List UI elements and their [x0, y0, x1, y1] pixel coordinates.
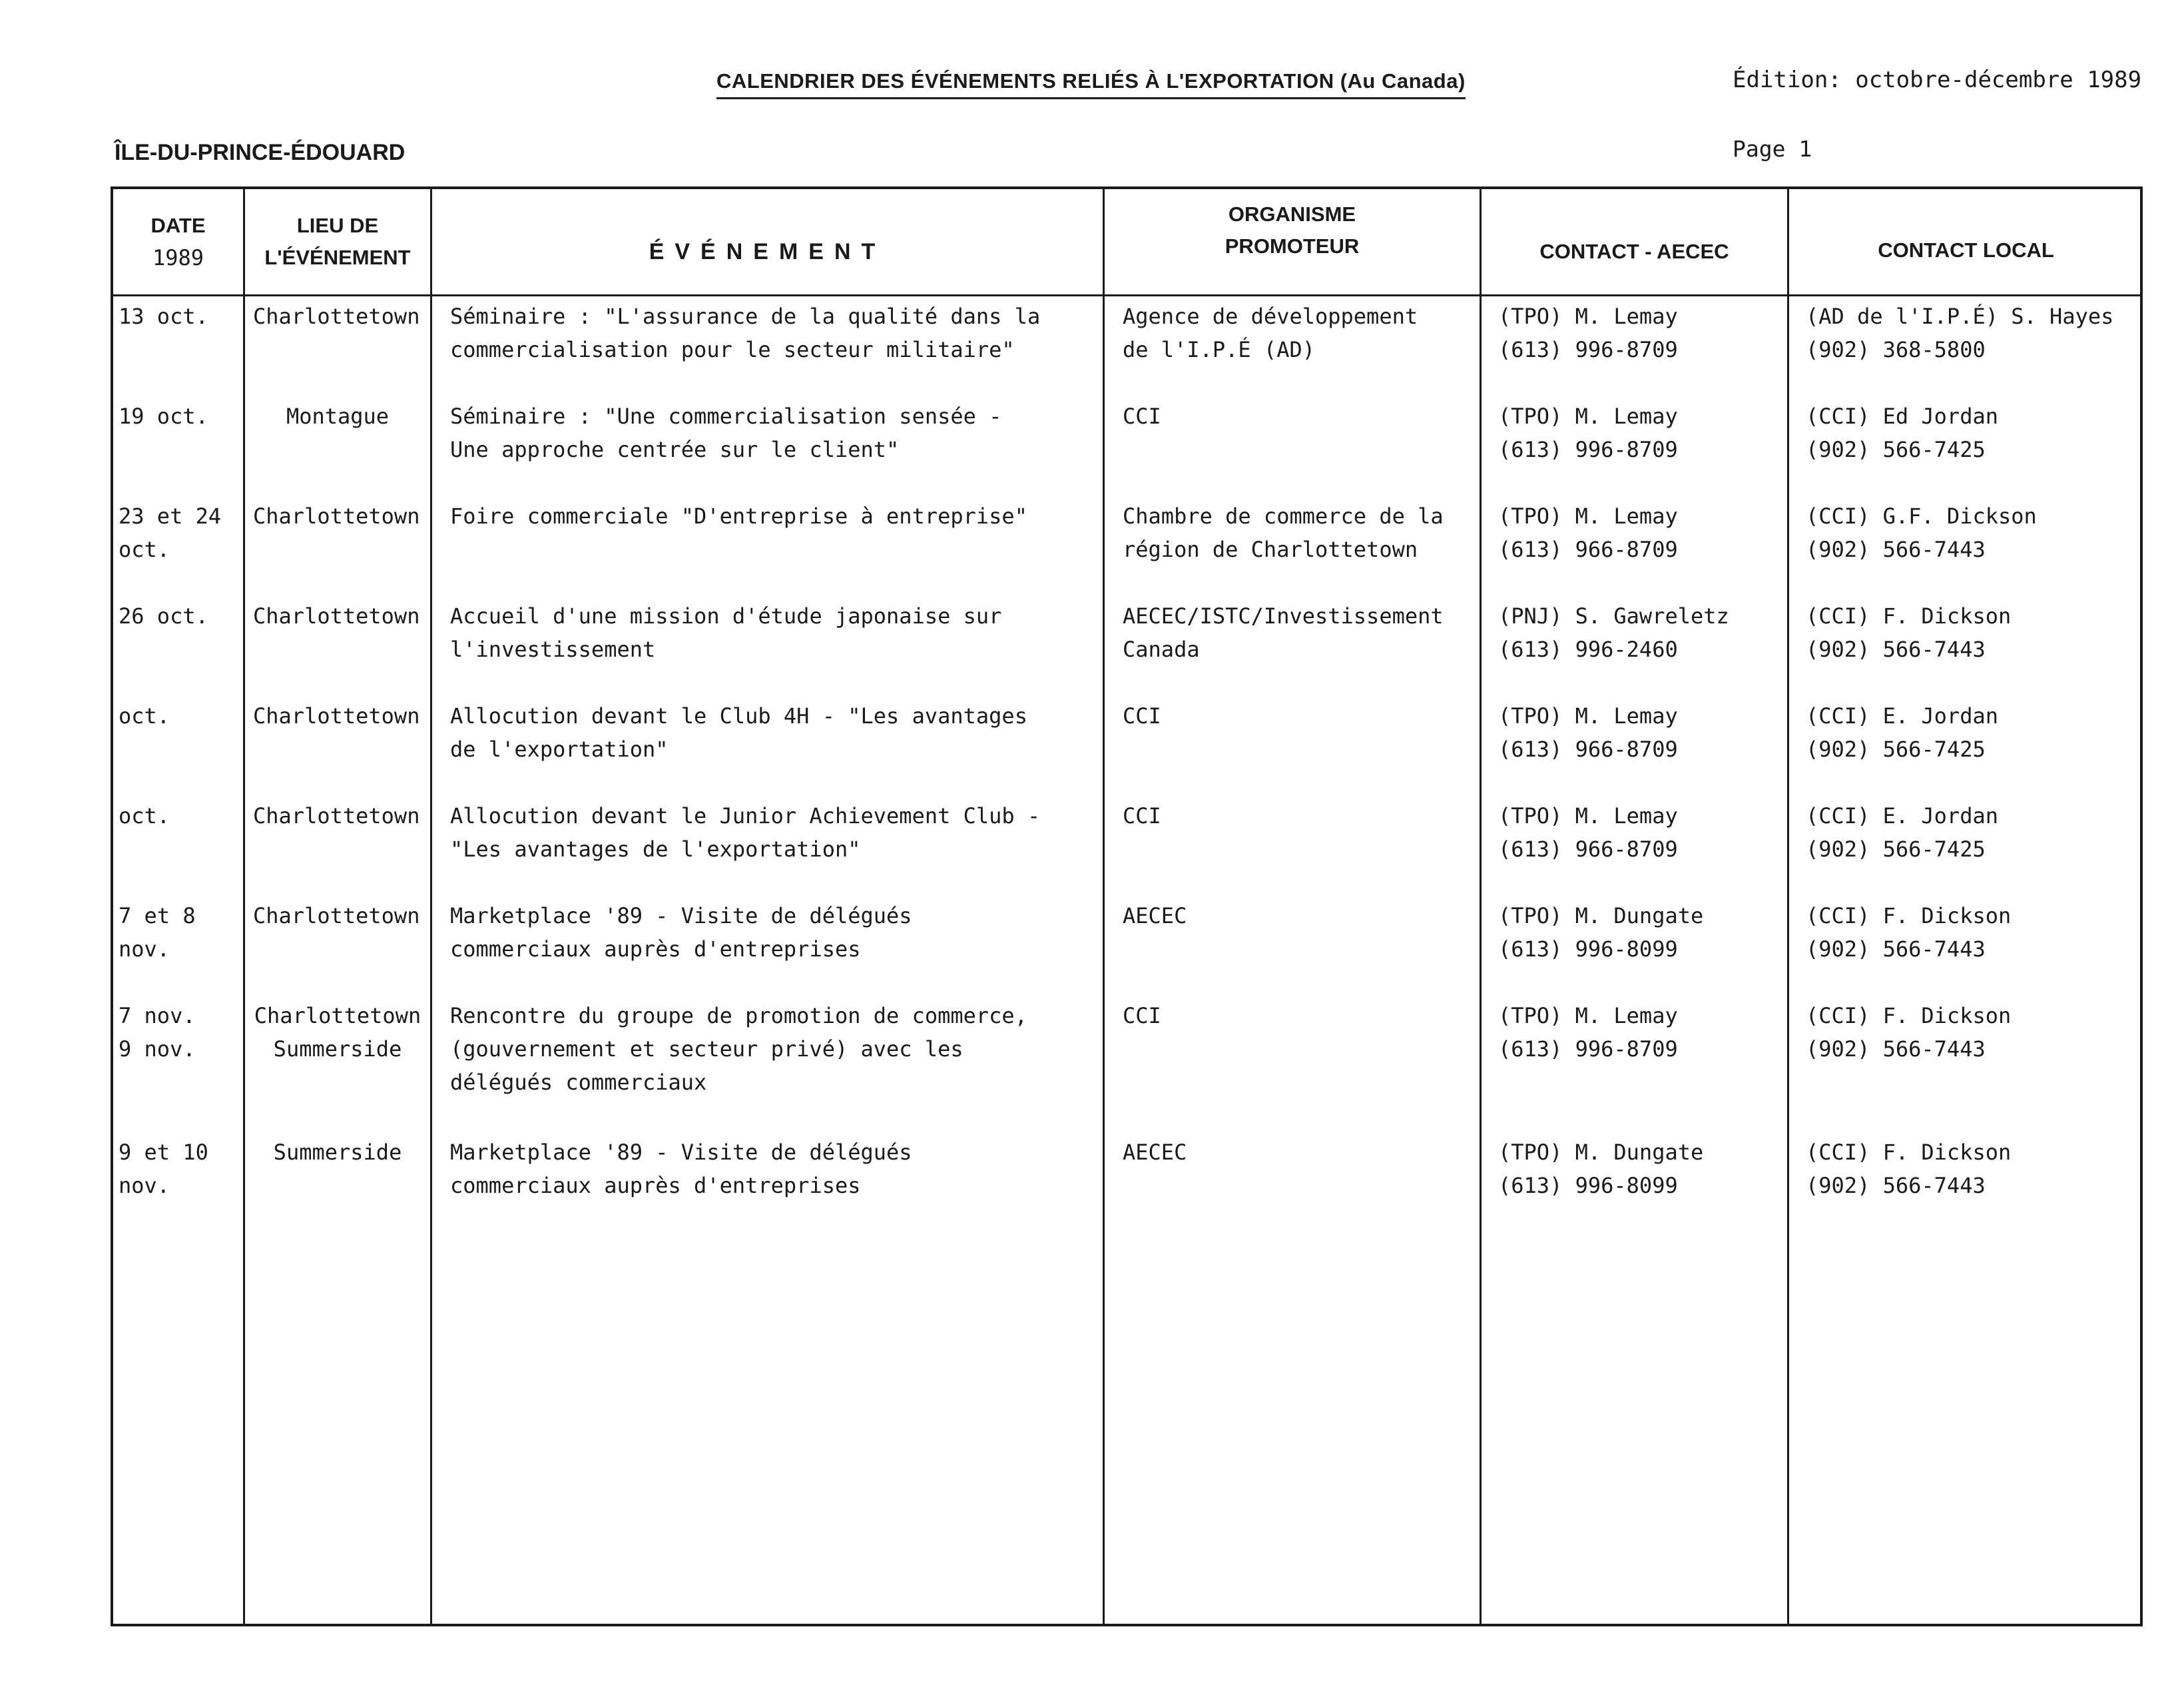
cell-organisme: CCI: [1123, 404, 1161, 429]
cell-lieu: Charlottetown: [253, 803, 420, 829]
cell-contact-aecec: (TPO) M. Lemay (613) 996-8709: [1498, 1003, 1678, 1062]
column-header-organisme: [1105, 189, 1480, 294]
cell-contact-aecec: (TPO) M. Lemay (613) 966-8709: [1498, 703, 1678, 762]
cell-lieu: Summerside: [273, 1140, 402, 1165]
cell-contact-local: (CCI) G.F. Dickson (902) 566-7443: [1806, 504, 2037, 562]
cell-organisme: CCI: [1123, 1003, 1161, 1028]
cell-lieu: Charlottetown: [253, 703, 420, 729]
column-divider: [430, 189, 432, 1624]
region-heading: ÎLE-DU-PRINCE-ÉDOUARD: [115, 140, 406, 165]
cell-evenement: Accueil d'une mission d'étude japonaise sur l'investissement: [450, 603, 1002, 662]
cell-date: 13 oct.: [119, 304, 208, 329]
cell-contact-local: (AD de l'I.P.É) S. Hayes (902) 368-5800: [1806, 304, 2114, 362]
cell-evenement: Séminaire : "L'assurance de la qualité dans la commercialisation pour le secteur militaire": [450, 304, 1041, 362]
column-header-contact-local: CONTACT LOCAL: [1878, 238, 2054, 262]
column-header-evenement: ÉVÉNEMENT: [649, 239, 886, 264]
cell-evenement: Séminaire : "Une commercialisation sensée - Une approche centrée sur le client": [450, 404, 1002, 462]
cell-date: 7 nov. 9 nov.: [119, 1003, 196, 1062]
cell-organisme: AECEC: [1123, 1140, 1187, 1165]
cell-lieu: Charlottetown Summerside: [254, 1003, 421, 1062]
cell-date: oct.: [119, 703, 170, 729]
column-divider: [1480, 189, 1482, 1624]
cell-contact-local: (CCI) F. Dickson (902) 566-7443: [1806, 603, 2012, 662]
cell-date: 9 et 10 nov.: [119, 1140, 208, 1198]
cell-contact-aecec: (TPO) M. Lemay (613) 996-8709: [1498, 304, 1678, 362]
cell-contact-local: (CCI) F. Dickson (902) 566-7443: [1806, 903, 2012, 962]
column-header-organisme-line2: PROMOTEUR: [1225, 234, 1360, 258]
cell-contact-aecec: (TPO) M. Lemay (613) 966-8709: [1498, 803, 1678, 862]
column-header-lieu-line1: LIEU DE: [296, 214, 379, 237]
document-title: CALENDRIER DES ÉVÉNEMENTS RELIÉS À L'EXPORTATION (Au Canada): [716, 69, 1466, 99]
cell-date: 7 et 8 nov.: [119, 903, 196, 962]
cell-contact-aecec: (TPO) M. Dungate (613) 996-8099: [1498, 903, 1704, 962]
cell-contact-local: (CCI) Ed Jordan (902) 566-7425: [1806, 404, 1998, 462]
cell-contact-aecec: (TPO) M. Lemay (613) 966-8709: [1498, 504, 1678, 562]
cell-organisme: AECEC/ISTC/Investissement Canada: [1123, 603, 1444, 662]
cell-date: 19 oct.: [119, 404, 208, 429]
cell-contact-local: (CCI) E. Jordan (902) 566-7425: [1806, 803, 1998, 862]
cell-lieu: Charlottetown: [253, 304, 420, 329]
cell-evenement: Allocution devant le Junior Achievement Club - "Les avantages de l'exportation": [450, 803, 1041, 862]
column-header-contact-aecec: CONTACT - AECEC: [1539, 240, 1729, 263]
cell-lieu: Charlottetown: [253, 903, 420, 928]
cell-evenement: Allocution devant le Club 4H - "Les avantages de l'exportation": [450, 703, 1027, 762]
cell-organisme: CCI: [1123, 703, 1161, 729]
header-divider: [113, 294, 2140, 296]
column-divider: [1103, 189, 1105, 1624]
cell-date: 26 oct.: [119, 603, 208, 629]
cell-date: oct.: [119, 803, 170, 829]
cell-organisme: Agence de développement de l'I.P.É (AD): [1123, 304, 1418, 362]
cell-contact-local: (CCI) E. Jordan (902) 566-7425: [1806, 703, 1998, 762]
cell-contact-local: (CCI) F. Dickson (902) 566-7443: [1806, 1140, 2012, 1198]
column-header-lieu-line2: L'ÉVÉNEMENT: [264, 246, 411, 269]
column-header-date-line2: 1989: [152, 245, 204, 270]
cell-lieu: Montague: [286, 404, 390, 429]
edition-label: Édition: octobre-décembre 1989: [1733, 67, 2142, 93]
cell-contact-aecec: (PNJ) S. Gawreletz (613) 996-2460: [1498, 603, 1729, 662]
column-divider: [1787, 189, 1789, 1624]
cell-evenement: Marketplace '89 - Visite de délégués commerciaux auprès d'entreprises: [450, 1140, 912, 1198]
cell-contact-aecec: (TPO) M. Lemay (613) 996-8709: [1498, 404, 1678, 462]
cell-evenement: Foire commerciale "D'entreprise à entreprise": [450, 504, 1027, 529]
column-header-lieu: [245, 189, 430, 294]
column-header-date-line1: DATE: [150, 214, 206, 237]
cell-evenement: Marketplace '89 - Visite de délégués commerciaux auprès d'entreprises: [450, 903, 912, 962]
cell-contact-local: (CCI) F. Dickson (902) 566-7443: [1806, 1003, 2012, 1062]
events-table: [111, 186, 2143, 1626]
cell-organisme: CCI: [1123, 803, 1161, 829]
cell-organisme: AECEC: [1123, 903, 1187, 928]
cell-lieu: Charlottetown: [253, 603, 420, 629]
cell-contact-aecec: (TPO) M. Dungate (613) 996-8099: [1498, 1140, 1704, 1198]
column-header-date: [113, 189, 243, 294]
cell-organisme: Chambre de commerce de la région de Charlottetown: [1123, 504, 1444, 562]
cell-lieu: Charlottetown: [253, 504, 420, 529]
column-header-organisme-line1: ORGANISME: [1228, 202, 1356, 226]
page-number: Page 1: [1733, 136, 1812, 162]
cell-date: 23 et 24 oct.: [119, 504, 222, 562]
cell-evenement: Rencontre du groupe de promotion de commerce, (gouvernement et secteur privé) avec les délégués commerciaux: [450, 1003, 1027, 1095]
